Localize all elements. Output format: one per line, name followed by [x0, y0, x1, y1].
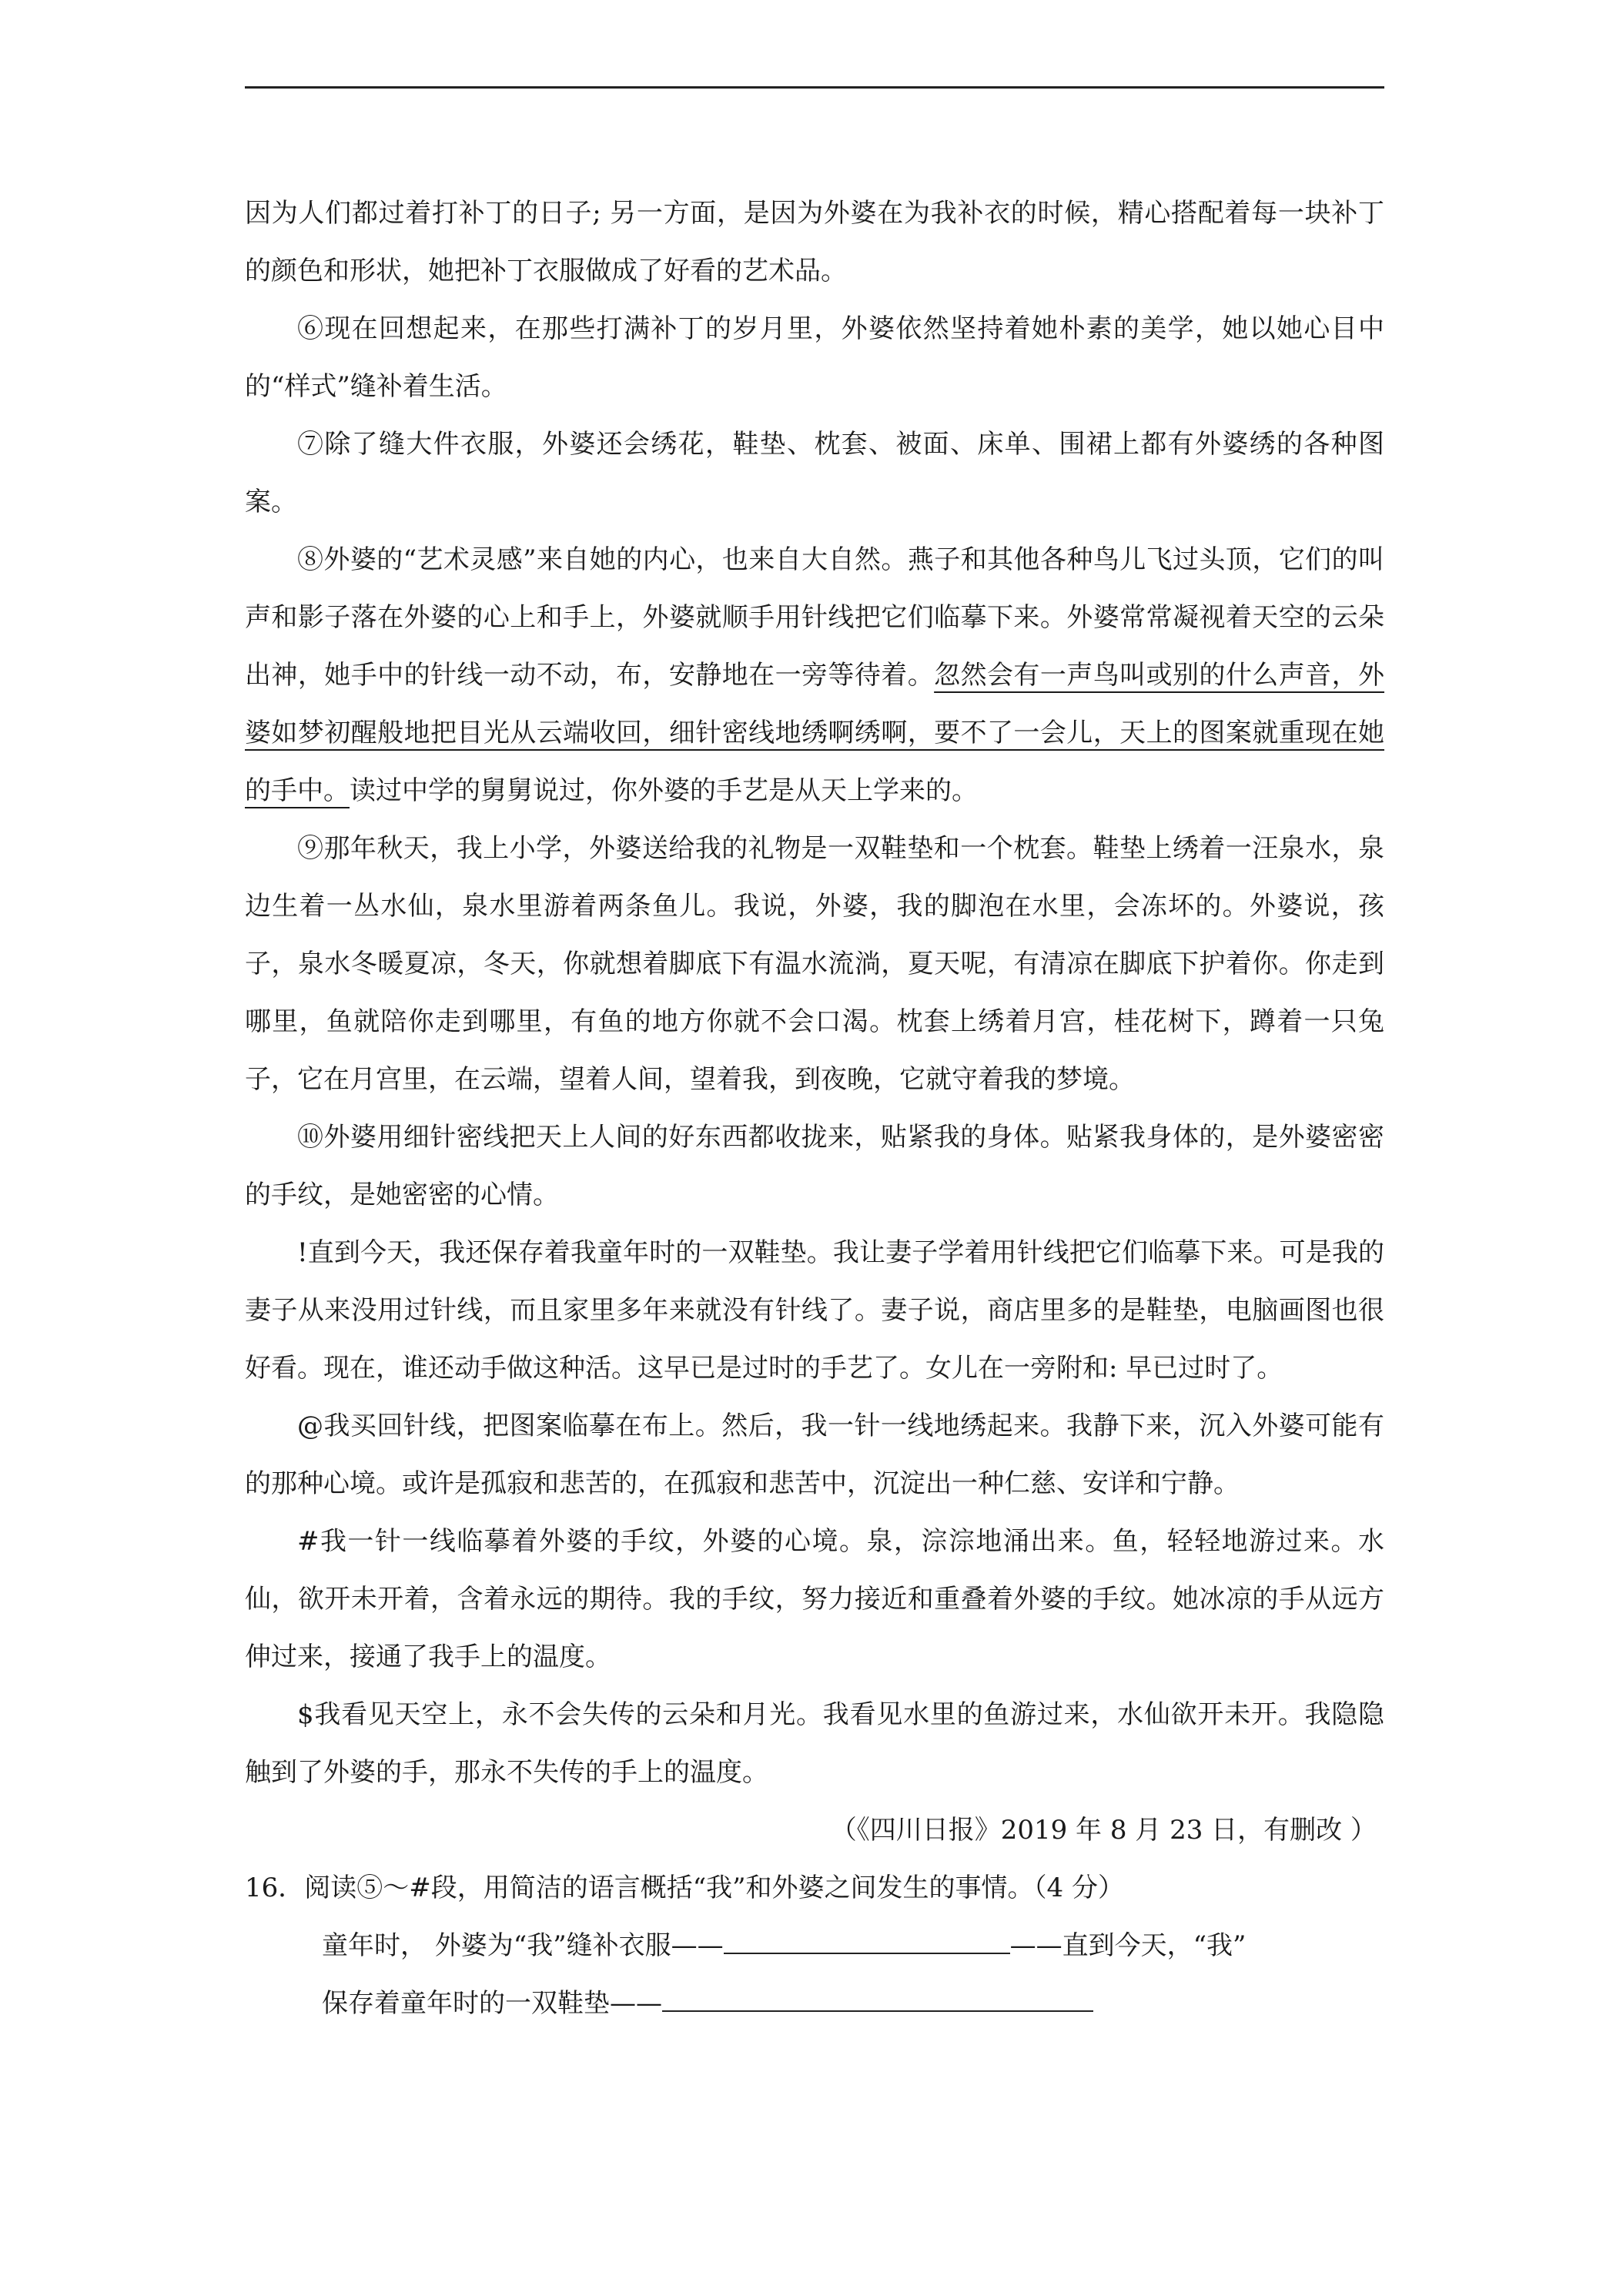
paragraph: [245, 531, 1384, 820]
question-stem: 16．阅读⑤～#段，用简洁的语言概括“我”和外婆之间发生的事情。（4 分）: [245, 1873, 1124, 1903]
answer-blank[interactable]: [662, 1984, 1093, 2012]
source-citation: （《四川日报》2019 年 8 月 23 日，有删改 ）: [830, 1815, 1377, 1846]
paragraph: ⑦除了缝大件衣服，外婆还会绣花，鞋垫、枕套、被面、床单、围裙上都有外婆绣的各种图案。: [245, 429, 1384, 517]
paragraph: #我一针一线临摹着外婆的手纹，外婆的心境。泉，淙淙地涌出来。鱼，轻轻地游过来。水仙，欲开未开着，含着永远的期待。我的手纹，努力接近和重叠着外婆的手纹。她冰凉的手从远方伸过来，接通了我手上的温度。: [245, 1526, 1384, 1672]
answer-prompt: 保存着童年时的一双鞋垫——: [322, 1988, 662, 2019]
answer-prompt: ——直到今天，“我”: [1009, 1930, 1247, 1961]
answer-line: [322, 1917, 1384, 1975]
paragraph-text: ⑧外婆的“艺术灵感”来自她的内心，也来自大自然。燕子和其他各种鸟儿飞过头顶，它们的叫声和影子落在外婆的心上和手上，外婆就顺手用针线把它们临摹下来。外婆常常凝视着天空的云朵出神，她手中的针线一动不动，布，安静地在一旁等待着。: [245, 544, 1384, 691]
paragraph: ⑨那年秋天，我上小学，外婆送给我的礼物是一双鞋垫和一个枕套。鞋垫上绣着一汪泉水，泉边生着一丛水仙，泉水里游着两条鱼儿。我说，外婆，我的脚泡在水里，会冻坏的。外婆说，孩子，泉水冬暖夏凉，冬天，你就想着脚底下有温水流淌，夏天呢，有清凉在脚底下护着你。你走到哪里，鱼就陪你走到哪里，有鱼的地方你就不会口渴。枕套上绣着月宫，桂花树下，蹲着一只兔子，它在月宫里，在云端，望着人间，望着我，到夜晚，它就守着我的梦境。: [245, 833, 1384, 1095]
document-body: [245, 185, 1384, 2033]
paragraph: 因为人们都过着打补丁的日子; 另一方面，是因为外婆在为我补衣的时候，精心搭配着每一块补丁的颜色和形状，她把补丁衣服做成了好看的艺术品。: [245, 198, 1384, 286]
header-rule: [245, 86, 1384, 89]
answer-blank[interactable]: [724, 1926, 1010, 1954]
answer-prompt: 童年时， 外婆为“我”缝补衣服——: [322, 1930, 724, 1961]
underlined-sentence: 忽然会有一声鸟叫或别的什么声音，外婆如梦初醒般地把目光从云端收回，细针密线地绣啊绣啊，要不了一会儿，天上的图案就重现在她的手中。: [245, 660, 1384, 806]
paragraph: $我看见天空上，永不会失传的云朵和月光。我看见水里的鱼游过来，水仙欲开未开。我隐隐触到了外婆的手，那永不失传的手上的温度。: [245, 1699, 1384, 1788]
paragraph: !直到今天，我还保存着我童年时的一双鞋垫。我让妻子学着用针线把它们临摹下来。可是我的妻子从来没用过针线，而且家里多年来就没有针线了。妻子说，商店里多的是鞋垫，电脑画图也很好看。现在，谁还动手做这种活。这早已是过时的手艺了。女儿在一旁附和: 早已过时了。: [245, 1237, 1384, 1384]
answer-line: [322, 1975, 1384, 2033]
paragraph: ⑩外婆用细针密线把天上人间的好东西都收拢来，贴紧我的身体。贴紧我身体的，是外婆密密的手纹，是她密密的心情。: [245, 1122, 1384, 1210]
paragraph: ⑥现在回想起来，在那些打满补丁的岁月里，外婆依然坚持着她朴素的美学，她以她心目中的“样式”缝补着生活。: [245, 313, 1384, 402]
paragraph-text: 读过中学的舅舅说过，你外婆的手艺是从天上学来的。: [350, 775, 978, 806]
answer-area: [245, 1917, 1384, 2033]
paragraph: @我买回针线，把图案临摹在布上。然后，我一针一线地绣起来。我静下来，沉入外婆可能有的那种心境。或许是孤寂和悲苦的，在孤寂和悲苦中，沉淀出一种仁慈、安详和宁静。: [245, 1411, 1384, 1499]
